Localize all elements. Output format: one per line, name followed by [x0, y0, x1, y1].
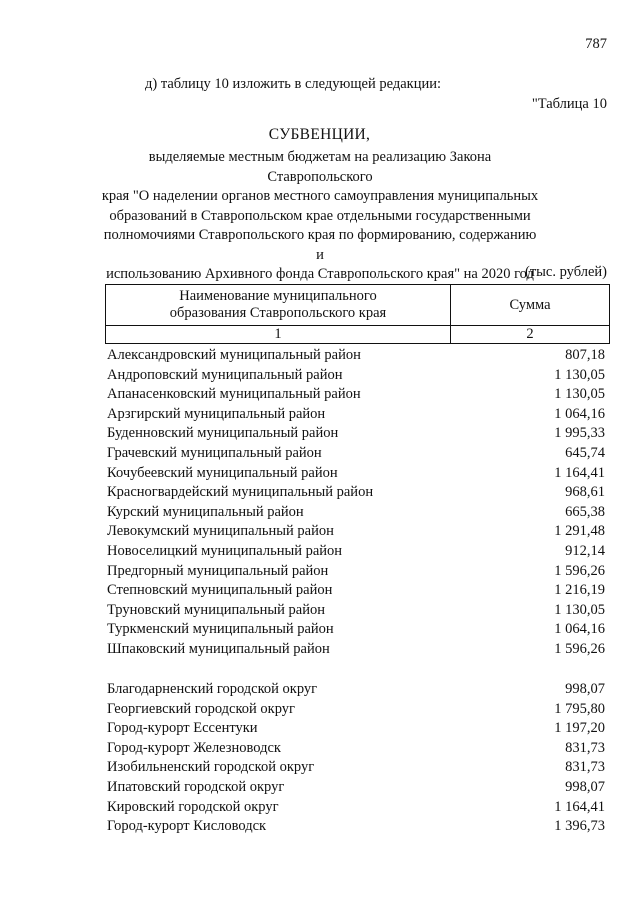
table-row: [107, 817, 607, 837]
subvention-amount: 912,14: [565, 542, 605, 559]
subvention-amount: 1 130,05: [554, 601, 605, 618]
table-row: [107, 680, 607, 700]
table-row: [107, 620, 607, 640]
subvention-amount: 1 596,26: [554, 562, 605, 579]
municipality-name: Александровский муниципальный район: [107, 347, 361, 363]
table-row: [107, 739, 607, 759]
subvention-amount: 665,38: [565, 503, 605, 520]
subtitle-line: выделяемые местным бюджетам на реализацию Закона Ставропольского: [148, 149, 492, 185]
subvention-amount: 1 396,73: [554, 818, 605, 835]
column-header-name-line: Наименование муниципального: [179, 288, 377, 304]
column-header-name: [106, 285, 451, 326]
subvention-amount: 1 795,80: [554, 700, 605, 717]
column-header-sum: Сумма: [451, 285, 610, 326]
subvention-amount: 1 291,48: [554, 523, 605, 540]
table-row: [107, 640, 607, 660]
subvention-amount: 1 995,33: [554, 425, 605, 442]
subvention-amount: 831,73: [565, 759, 605, 776]
subvention-amount: 1 064,16: [554, 621, 605, 638]
subtitle-line: края "О наделении органов местного самоуправления муниципальных: [101, 188, 539, 204]
municipality-name: Курский муниципальный район: [107, 503, 304, 520]
municipality-name: Красногвардейский муниципальный район: [107, 484, 374, 501]
municipality-name: Благодарненский городской округ: [107, 681, 318, 697]
subvention-amount: 998,07: [565, 778, 605, 795]
table-row: [107, 385, 607, 405]
municipality-name: Город-курорт Ессентуки: [107, 720, 258, 737]
subvention-amount: 1 164,41: [554, 464, 605, 481]
units-label: (тыс. рублей): [525, 264, 607, 280]
table-row: [107, 798, 607, 818]
subvention-amount: 1 130,05: [554, 366, 605, 383]
document-subtitle: [100, 148, 540, 285]
intro-text: д) таблицу 10 изложить в следующей редакции:: [145, 76, 442, 92]
subvention-amount: 831,73: [565, 739, 605, 756]
table-row: [107, 483, 607, 503]
subvention-amount: 1 197,20: [554, 720, 605, 737]
table-label: "Таблица 10: [531, 96, 607, 112]
table-row: [107, 522, 607, 542]
municipality-name: Труновский муниципальный район: [107, 601, 325, 618]
table-row: [107, 503, 607, 523]
subvention-amount: 645,74: [565, 444, 605, 461]
table-row: [107, 758, 607, 778]
page-number: 787: [585, 36, 607, 52]
subvention-amount: 998,07: [565, 681, 605, 697]
table-row: [107, 464, 607, 484]
subvention-amount: 1 064,16: [554, 405, 605, 422]
table-row: [107, 581, 607, 601]
municipality-name: Шпаковский муниципальный район: [107, 640, 330, 657]
subtitle-line: полномочиями Ставропольского края по формированию, содержанию и: [103, 227, 537, 263]
column-header-name-line: образования Ставропольского края: [169, 305, 387, 321]
table-row: [107, 424, 607, 444]
districts-list: [107, 346, 607, 660]
table-header: [105, 284, 610, 344]
subvention-amount: 1 164,41: [554, 798, 605, 815]
table-row: [107, 444, 607, 464]
table-row: [107, 601, 607, 621]
column-index-1: 1: [106, 326, 451, 344]
municipality-name: Изобильненский городской округ: [107, 759, 315, 776]
table-row: [107, 366, 607, 386]
table-row: [107, 346, 607, 366]
municipality-name: Кировский городской округ: [107, 798, 279, 815]
subvention-amount: 968,61: [565, 484, 605, 501]
table-row: [107, 405, 607, 425]
document-title: СУБВЕНЦИИ,: [268, 126, 371, 143]
municipality-name: Буденновский муниципальный район: [107, 425, 339, 442]
municipality-name: Ипатовский городской округ: [107, 778, 285, 795]
municipality-name: Туркменский муниципальный район: [107, 621, 334, 638]
municipality-name: Новоселицкий муниципальный район: [107, 542, 343, 559]
table-row: [107, 542, 607, 562]
municipality-name: Левокумский муниципальный район: [107, 523, 334, 540]
table-row: [107, 700, 607, 720]
subtitle-line: образований в Ставропольском крае отдельными государственными: [109, 207, 531, 224]
municipality-name: Город-курорт Кисловодск: [107, 818, 267, 835]
municipality-name: Арзгирский муниципальный район: [107, 405, 326, 422]
subtitle-line: использованию Архивного фонда Ставропольского края" на 2020 год: [106, 266, 534, 282]
municipality-name: Апанасенковский муниципальный район: [107, 386, 361, 403]
subvention-amount: 1 130,05: [554, 386, 605, 403]
municipality-name: Кочубеевский муниципальный район: [107, 464, 338, 481]
table-row: [107, 719, 607, 739]
municipality-name: Грачевский муниципальный район: [107, 444, 322, 461]
table-row: [107, 562, 607, 582]
subvention-amount: 807,18: [565, 347, 605, 363]
municipality-name: Георгиевский городской округ: [107, 700, 295, 717]
municipality-name: Город-курорт Железноводск: [107, 739, 281, 756]
subvention-amount: 1 216,19: [554, 582, 605, 599]
column-index-2: 2: [451, 326, 610, 344]
okrugs-list: [107, 680, 607, 837]
municipality-name: Андроповский муниципальный район: [107, 366, 343, 383]
subvention-amount: 1 596,26: [554, 640, 605, 657]
table-row: [107, 778, 607, 798]
municipality-name: Степновский муниципальный район: [107, 582, 333, 599]
municipality-name: Предгорный муниципальный район: [107, 562, 329, 579]
